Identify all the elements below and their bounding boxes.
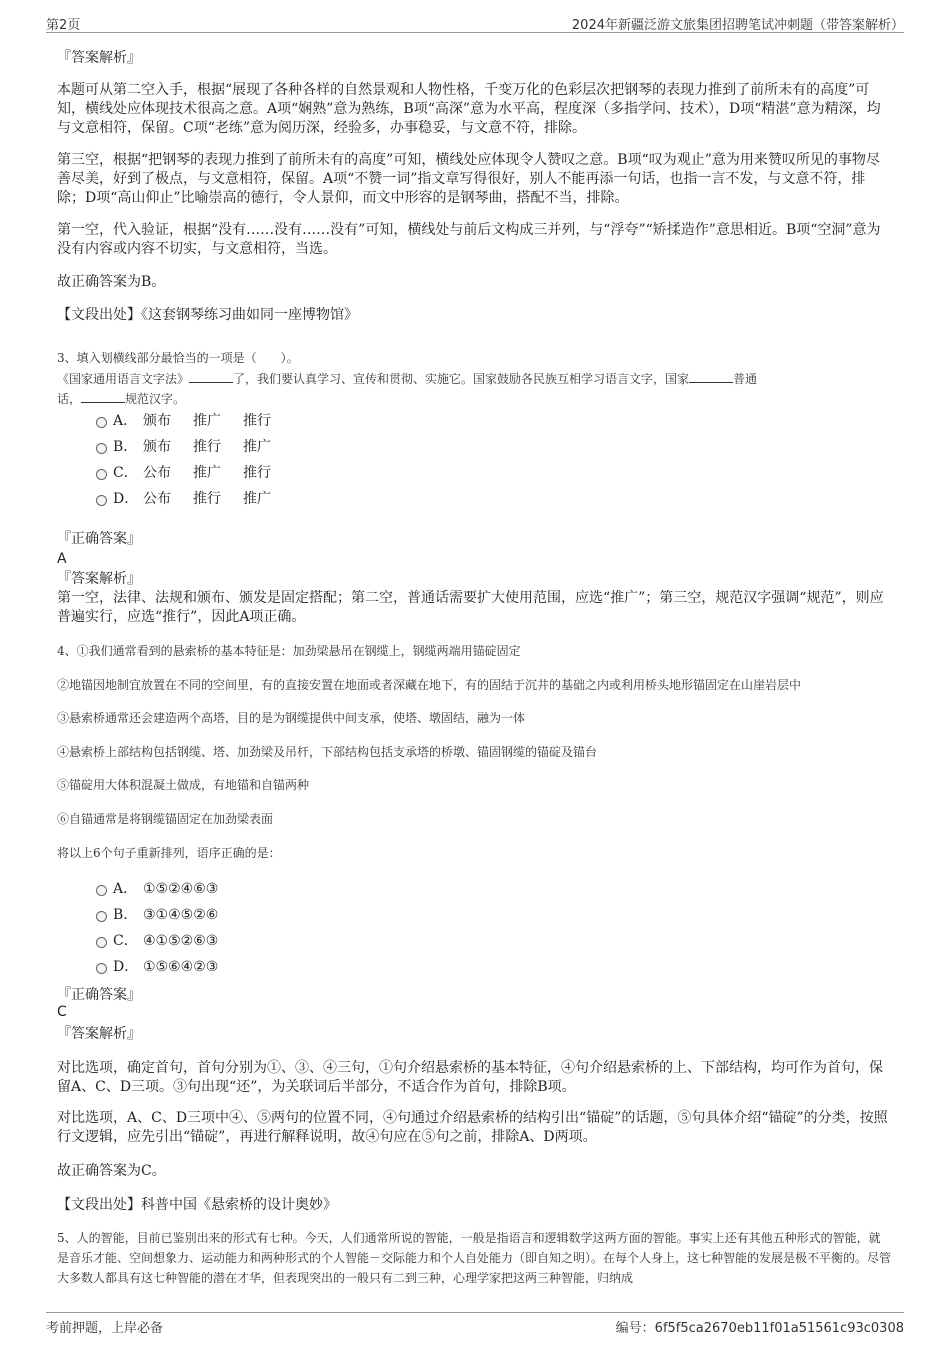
radio-icon[interactable]	[96, 443, 107, 454]
q3-answer-label: 『正确答案』	[57, 531, 141, 547]
q4-source: 【文段出处】科普中国《悬索桥的设计奥妙》	[57, 1197, 337, 1213]
q4-analysis-para1: 对比选项，确定首句，首句分别为①、③、④三句，①句介绍悬索桥的基本特征，④句介绍悬索桥的上、下部结构，均可作为首句，保留A、C、D三项。③句出现“还”，为关联词后半部分，不适合作为首句，排除B项。	[57, 1060, 883, 1095]
page-footer	[46, 1312, 904, 1335]
footer-slogan: 考前押题，上岸必备	[46, 1321, 164, 1336]
q4-sentence-5: ⑤锚碇用大体积混凝土做成，有地锚和自锚两种	[57, 778, 310, 792]
q4-answer-label: 『正确答案』	[57, 987, 141, 1003]
radio-icon[interactable]	[96, 937, 107, 948]
q3-text-b: 了，我们要认真学习、宣传和贯彻、实施它。国家鼓励各民族互相学习语言文字，国家	[233, 372, 690, 386]
q4-option-c[interactable]: C． ④①⑤②⑥③	[96, 930, 218, 952]
q4-sentence-6: ⑥自锚通常是将钢缆锚固定在加劲梁表面	[57, 812, 274, 826]
q3-text-a: 《国家通用语言文字法》	[57, 372, 190, 386]
radio-icon[interactable]	[96, 963, 107, 974]
q3-option-a[interactable]: A． 颁布 推广 推行	[96, 410, 293, 432]
q3-analysis-label: 『答案解析』	[57, 571, 141, 587]
document-id: 编号：6f5f5ca2670eb11f01a51561c93c0308	[615, 1321, 904, 1336]
q2-analysis-para1: 本题可从第二空入手，根据“展现了各种各样的自然景观和人物性格，千变万化的色彩层次把钢琴的表现力推到了前所未有的高度”可知，横线处应体现技术很高之意。A项“娴熟”意为熟练，B项“高深”意为水平高，程度深（多指学问、技术），D项“精湛”意为精深，均与文意相符，保留。C项“老练”意为阅历深，经验多，办事稳妥，与文意不符，排除。	[57, 82, 881, 136]
q4-analysis-label: 『答案解析』	[57, 1026, 141, 1042]
page-header	[46, 10, 904, 33]
q3-stem: 3、填入划横线部分最恰当的一项是（ ）。	[57, 351, 299, 365]
q2-conclusion: 故正确答案为B。	[57, 274, 166, 290]
q2-source: 【文段出处】《这套钢琴练习曲如同一座博物馆》	[57, 307, 358, 323]
q2-analysis-para2: 第三空，根据“把钢琴的表现力推到了前所未有的高度”可知，横线处应体现令人赞叹之意。B项“叹为观止”意为用来赞叹所见的事物尽善尽美，好到了极点，与文意相符，保留。A项“不赞一词”指文章写得很好，别人不能再添一句话，也指一言不发，与文意不符，排除；D项“高山仰止”比喻崇高的德行，令人景仰，而文中形容的是钢琴曲，搭配不当，排除。	[57, 152, 880, 206]
q3-passage	[57, 369, 892, 409]
q4-option-a[interactable]: A． ①⑤②④⑥③	[96, 878, 218, 900]
q2-analysis-label: 『答案解析』	[57, 50, 141, 66]
q4-option-d[interactable]: D． ①⑤⑥④②③	[96, 956, 218, 978]
q4-option-b[interactable]: B． ③①④⑤②⑥	[96, 904, 218, 926]
q4-sentence-3: ③悬索桥通常还会建造两个高塔，目的是为钢缆提供中间支承，使塔、墩固结，融为一体	[57, 711, 526, 725]
q4-sentence-4: ④悬索桥上部结构包括钢缆、塔、加劲梁及吊杆，下部结构包括支承塔的桥墩、锚固钢缆的锚碇及锚台	[57, 745, 598, 759]
q3-blank-3	[81, 390, 125, 403]
q3-blank-2	[689, 370, 733, 383]
q4-sentence-1: 4、①我们通常看到的悬索桥的基本特征是：加劲梁悬吊在钢缆上，钢缆两端用锚碇固定	[57, 644, 521, 658]
radio-icon[interactable]	[96, 911, 107, 922]
q3-option-b[interactable]: B． 颁布 推行 推广	[96, 436, 293, 458]
q4-analysis-para2: 对比选项，A、C、D三项中④、⑤两句的位置不同，④句通过介绍悬索桥的结构引出“锚碇”的话题，⑤句具体介绍“锚碇”的分类，按照行文逻辑，应先引出“锚碇”，再进行解释说明，故④句应在⑤句之前，排除A、D两项。	[57, 1110, 888, 1145]
q5-stem: 5、人的智能，目前已鉴别出来的形式有七种。今天，人们通常所说的智能，一般是指语言和逻辑数学这两方面的智能。事实上还有其他五种形式的智能，就是音乐才能、空间想象力、运动能力和两种形式的个人智能－交际能力和个人自处能力（即自知之明）。在每个人身上，这七种智能的发展是极不平衡的。尽管大多数人都具有这七种智能的潜在才华，但表现突出的一般只有二到三种，心理学家把这两三种智能，归纳成	[57, 1231, 892, 1285]
q4-answer: C	[57, 1004, 67, 1020]
page-number: 第2页	[46, 18, 81, 33]
q3-option-c[interactable]: C． 公布 推广 推行	[96, 462, 293, 484]
q4-sentence-2: ②地锚因地制宜放置在不同的空间里，有的直接安置在地面或者深藏在地下，有的固结于沉井的基础之内或利用桥头地形锚固定在山崖岩层中	[57, 678, 802, 692]
q3-blank-1	[189, 370, 233, 383]
q4-conclusion: 故正确答案为C。	[57, 1163, 166, 1179]
q3-text-e: 规范汉字。	[125, 392, 186, 406]
q3-option-d[interactable]: D． 公布 推行 推广	[96, 488, 293, 510]
q3-analysis: 第一空，法律、法规和颁布、颁发是固定搭配；第二空，普通话需要扩大使用范围，应选“推广”；第三空，规范汉字强调“规范”，则应普遍实行，应选“推行”，因此A项正确。	[57, 590, 884, 625]
q4-ask: 将以上6个句子重新排列，语序正确的是：	[57, 846, 281, 860]
document-title: 2024年新疆泛游文旅集团招聘笔试冲刺题（带答案解析）	[571, 18, 904, 33]
radio-icon[interactable]	[96, 469, 107, 480]
q3-text-c: 普通	[733, 372, 758, 386]
radio-icon[interactable]	[96, 417, 107, 428]
radio-icon[interactable]	[96, 885, 107, 896]
radio-icon[interactable]	[96, 495, 107, 506]
q3-text-d: 话，	[57, 392, 82, 406]
q2-analysis-para3: 第一空，代入验证，根据“没有……没有……没有”可知，横线处与前后文构成三并列，与“浮夸”“矫揉造作”意思相近。B项“空洞”意为没有内容或内容不切实，与文意相符，当选。	[57, 222, 881, 257]
q3-answer: A	[57, 551, 67, 567]
